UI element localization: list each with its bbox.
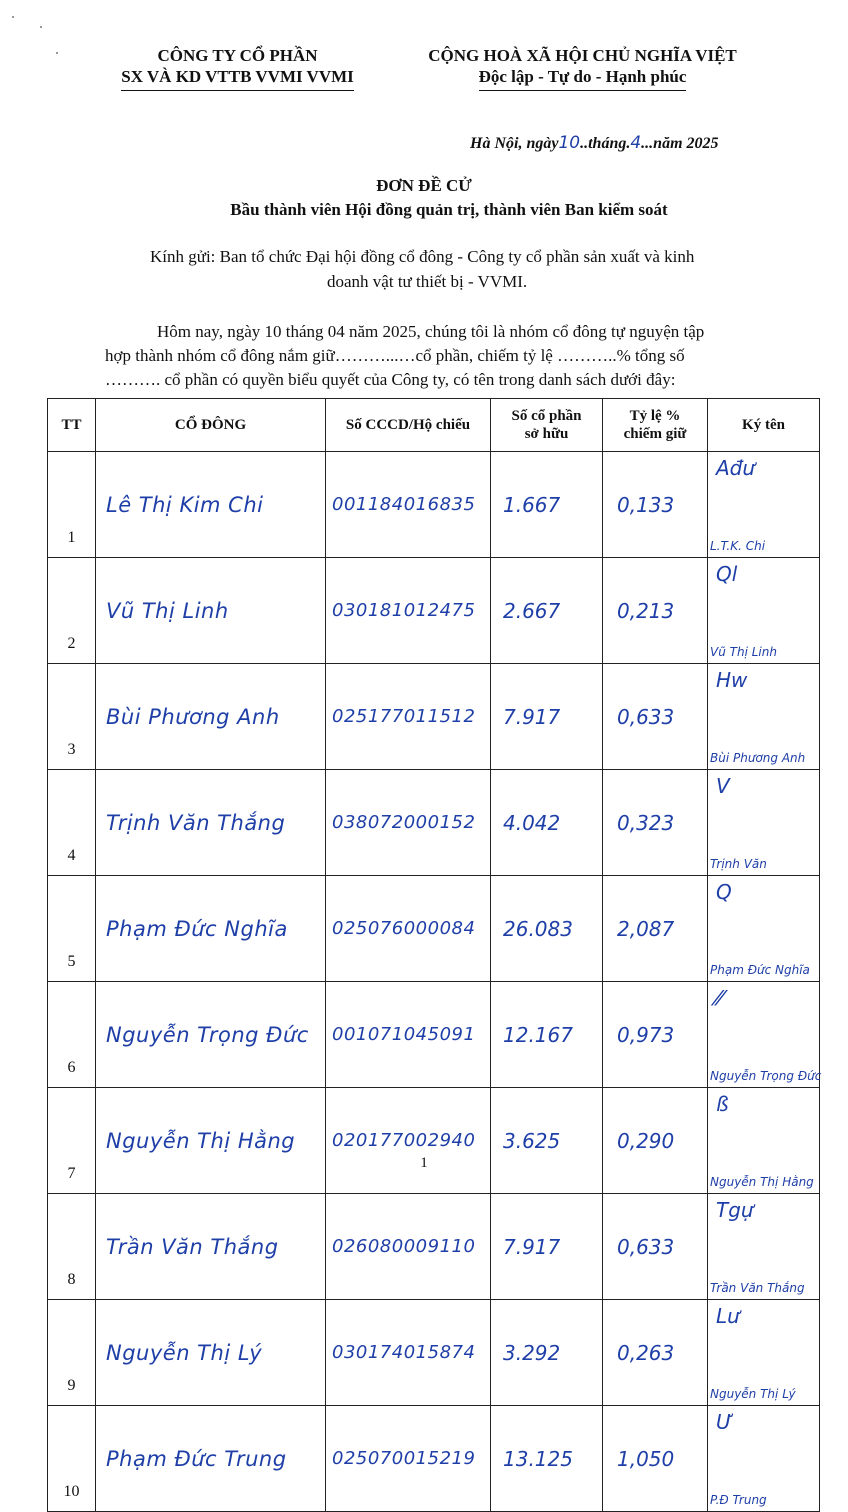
recipient-block <box>150 244 790 294</box>
row-name: Nguyễn Trọng Đức <box>96 982 326 1088</box>
row-name: Nguyễn Thị Hằng <box>96 1088 326 1194</box>
row-tt: 7 <box>48 1088 96 1194</box>
table-row <box>48 770 820 876</box>
row-shares: 12.167 <box>491 982 603 1088</box>
signature-mark: Q <box>716 880 732 904</box>
national-title: CỘNG HOÀ XÃ HỘI CHỦ NGHĨA VIỆT <box>428 46 737 65</box>
signature-mark: ⁄⁄ <box>716 986 723 1010</box>
signature-text: Trần Văn Thắng <box>710 1281 805 1295</box>
row-id: 001071045091 <box>326 982 491 1088</box>
row-signature <box>708 876 820 982</box>
document-subtitle: Bầu thành viên Hội đồng quản trị, thành viên Ban kiểm soát <box>230 200 668 219</box>
row-pct: 0,633 <box>603 1194 708 1300</box>
header-tt: TT <box>48 399 96 452</box>
table-row <box>48 1406 820 1512</box>
row-name: Bùi Phương Anh <box>96 664 326 770</box>
signature-text: Nguyễn Thị Hằng <box>710 1175 814 1189</box>
row-tt: 8 <box>48 1194 96 1300</box>
row-signature <box>708 1088 820 1194</box>
national-header <box>415 45 750 91</box>
row-pct: 0,290 <box>603 1088 708 1194</box>
row-tt: 2 <box>48 558 96 664</box>
recipient-line1: Ban tổ chức Đại hội đồng cổ đông - Công ty cổ phần sản xuất và kinh <box>219 247 695 266</box>
row-pct: 0,133 <box>603 452 708 558</box>
row-signature <box>708 770 820 876</box>
row-name: Trịnh Văn Thắng <box>96 770 326 876</box>
table-row <box>48 664 820 770</box>
row-shares: 7.917 <box>491 664 603 770</box>
row-shares: 13.125 <box>491 1406 603 1512</box>
signature-mark: V <box>716 774 730 798</box>
table-row <box>48 558 820 664</box>
signature-text: L.T.K. Chi <box>710 539 766 553</box>
header-pct-l1: Tỷ lệ % <box>629 408 681 424</box>
date-month: 4 <box>630 133 642 153</box>
row-shares: 4.042 <box>491 770 603 876</box>
body-line1: Hôm nay, ngày 10 tháng 04 năm 2025, chúng tôi là nhóm cổ đông tự nguyện tập <box>157 322 705 341</box>
page-number: 1 <box>420 1155 428 1171</box>
row-shares: 3.292 <box>491 1300 603 1406</box>
row-tt: 6 <box>48 982 96 1088</box>
row-pct: 1,050 <box>603 1406 708 1512</box>
row-id: 030181012475 <box>326 558 491 664</box>
company-header <box>95 45 380 91</box>
header-pct <box>603 399 708 452</box>
scan-speck <box>40 26 42 28</box>
row-id: 020177002940 <box>326 1088 491 1194</box>
row-tt: 10 <box>48 1406 96 1512</box>
row-name: Trần Văn Thắng <box>96 1194 326 1300</box>
header-holder: CỔ ĐÔNG <box>96 399 326 452</box>
signature-text: Vũ Thị Linh <box>710 645 777 659</box>
row-tt: 9 <box>48 1300 96 1406</box>
row-pct: 0,323 <box>603 770 708 876</box>
row-tt: 5 <box>48 876 96 982</box>
header-id: Số CCCD/Hộ chiếu <box>326 399 491 452</box>
row-pct: 0,633 <box>603 664 708 770</box>
table-header-row <box>48 399 820 452</box>
body-line3: ………. cổ phần có quyền biểu quyết của Công ty, có tên trong danh sách dưới đây: <box>105 370 676 389</box>
row-signature <box>708 558 820 664</box>
header-pct-l2: chiếm giữ <box>623 426 687 442</box>
company-name-line2: SX VÀ KD VTTB VVMI VVMI <box>121 66 354 91</box>
signature-mark: ß <box>716 1092 729 1116</box>
row-name: Nguyễn Thị Lý <box>96 1300 326 1406</box>
row-id: 026080009110 <box>326 1194 491 1300</box>
row-name: Phạm Đức Nghĩa <box>96 876 326 982</box>
row-id: 025070015219 <box>326 1406 491 1512</box>
table-row <box>48 1194 820 1300</box>
body-line2: hợp thành nhóm cổ đông nắm giữ………...…cổ phần, chiếm tỷ lệ ………..% tổng số <box>105 346 685 365</box>
row-id: 025177011512 <box>326 664 491 770</box>
place-date: Hà Nội, ngày10..tháng.4...năm 2025 <box>470 133 719 153</box>
national-motto: Độc lập - Tự do - Hạnh phúc <box>479 66 687 91</box>
signature-text: Trịnh Văn <box>710 857 767 871</box>
signature-text: Bùi Phương Anh <box>710 751 806 765</box>
row-shares: 7.917 <box>491 1194 603 1300</box>
row-id: 038072000152 <box>326 770 491 876</box>
signature-mark: Lư <box>716 1304 740 1328</box>
table-row <box>48 452 820 558</box>
signature-mark: Hw <box>716 668 748 692</box>
table-row <box>48 1300 820 1406</box>
row-tt: 4 <box>48 770 96 876</box>
row-signature <box>708 982 820 1088</box>
row-shares: 1.667 <box>491 452 603 558</box>
scan-speck <box>56 52 58 54</box>
signature-text: P.Đ Trung <box>710 1493 767 1507</box>
signature-mark: Tgự <box>716 1198 754 1222</box>
date-year: năm 2025 <box>653 135 719 152</box>
date-month-label: tháng <box>588 135 627 152</box>
signature-mark: Ađư <box>716 456 756 480</box>
header-sign: Ký tên <box>708 399 820 452</box>
body-paragraph <box>105 320 795 392</box>
header-shares <box>491 399 603 452</box>
row-signature <box>708 664 820 770</box>
signature-mark: Ql <box>716 562 738 586</box>
table-row <box>48 876 820 982</box>
row-shares: 3.625 <box>491 1088 603 1194</box>
company-name-line1: CÔNG TY CỔ PHẦN <box>157 46 318 65</box>
signature-text: Nguyễn Trọng Đức <box>710 1069 822 1083</box>
row-id: 025076000084 <box>326 876 491 982</box>
row-name: Phạm Đức Trung <box>96 1406 326 1512</box>
row-name: Vũ Thị Linh <box>96 558 326 664</box>
header-shares-l2: sở hữu <box>524 426 569 442</box>
row-name: Lê Thị Kim Chi <box>96 452 326 558</box>
row-signature <box>708 1406 820 1512</box>
header-shares-l1: Số cổ phần <box>511 408 582 424</box>
row-signature <box>708 1300 820 1406</box>
row-tt: 3 <box>48 664 96 770</box>
date-day: 10 <box>558 133 581 153</box>
table-row <box>48 982 820 1088</box>
row-pct: 0,973 <box>603 982 708 1088</box>
row-id: 030174015874 <box>326 1300 491 1406</box>
row-shares: 26.083 <box>491 876 603 982</box>
row-signature <box>708 1194 820 1300</box>
row-id: 001184016835 <box>326 452 491 558</box>
row-shares: 2.667 <box>491 558 603 664</box>
recipient-label: Kính gửi: <box>150 247 216 266</box>
row-pct: 0,263 <box>603 1300 708 1406</box>
row-signature <box>708 452 820 558</box>
shareholder-table <box>47 398 820 1512</box>
row-tt: 1 <box>48 452 96 558</box>
date-prefix: Hà Nội, ngày <box>470 135 559 152</box>
signature-text: Phạm Đức Nghĩa <box>710 963 810 977</box>
signature-text: Nguyễn Thị Lý <box>710 1387 796 1401</box>
row-pct: 2,087 <box>603 876 708 982</box>
scan-speck <box>12 16 14 18</box>
document-title: ĐƠN ĐỀ CỬ <box>376 176 472 195</box>
signature-mark: Ư <box>716 1410 733 1434</box>
table-row <box>48 1088 820 1194</box>
recipient-line2: doanh vật tư thiết bị - VVMI. <box>327 272 528 291</box>
row-pct: 0,213 <box>603 558 708 664</box>
